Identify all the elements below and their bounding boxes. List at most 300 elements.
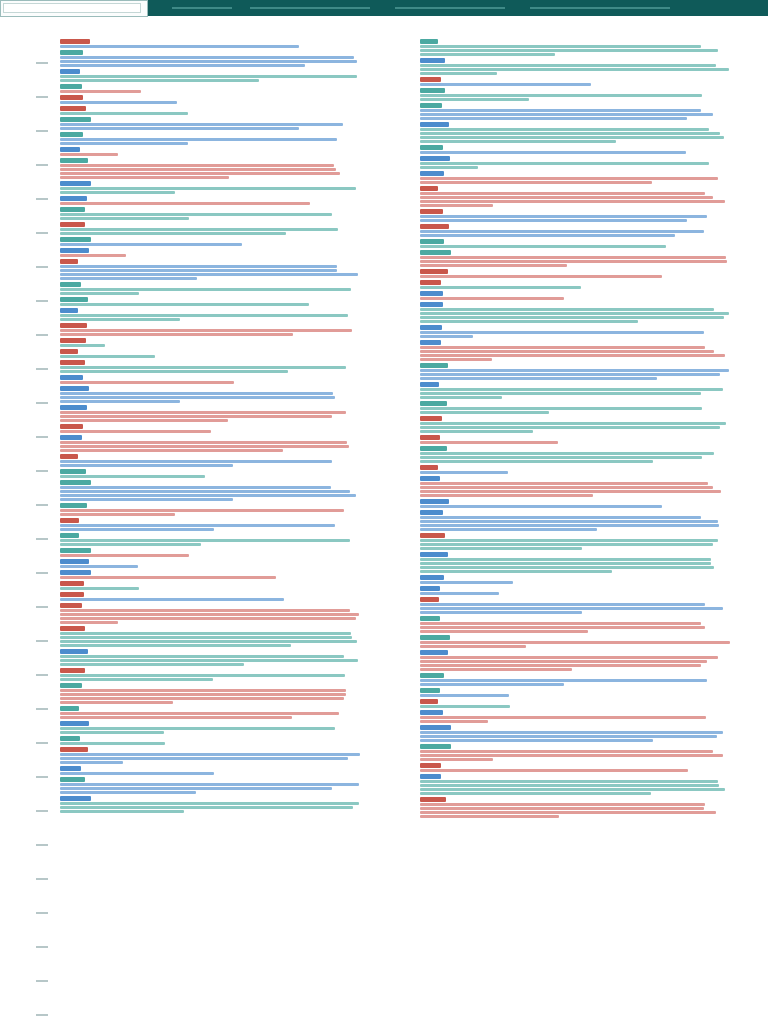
speech-block bbox=[420, 325, 750, 338]
text-line bbox=[420, 68, 729, 71]
text-line bbox=[60, 254, 126, 257]
text-line bbox=[420, 117, 687, 120]
text-line bbox=[420, 83, 591, 86]
speech-block bbox=[420, 224, 750, 237]
text-line bbox=[60, 202, 310, 205]
line-number-mark bbox=[36, 640, 48, 642]
speaker-label bbox=[60, 196, 87, 201]
speaker-label bbox=[420, 280, 441, 285]
text-line bbox=[60, 543, 201, 546]
text-line bbox=[420, 754, 723, 757]
text-line bbox=[420, 177, 718, 180]
speaker-label bbox=[60, 796, 91, 801]
text-line bbox=[60, 513, 175, 516]
speaker-label bbox=[420, 673, 444, 678]
speech-block bbox=[60, 721, 390, 734]
text-line bbox=[420, 581, 513, 584]
text-line bbox=[60, 460, 332, 463]
speaker-label bbox=[60, 683, 82, 688]
speech-block bbox=[60, 237, 390, 246]
text-line bbox=[60, 565, 138, 568]
text-line bbox=[60, 138, 337, 141]
text-line bbox=[60, 701, 173, 704]
text-line bbox=[60, 142, 188, 145]
speaker-label bbox=[60, 50, 83, 55]
text-line bbox=[60, 772, 214, 775]
line-number-mark bbox=[36, 198, 48, 200]
line-number-mark bbox=[36, 402, 48, 404]
speech-block bbox=[420, 552, 750, 573]
speech-block bbox=[60, 706, 390, 719]
text-line bbox=[420, 350, 714, 353]
text-line bbox=[420, 641, 730, 644]
text-line bbox=[420, 354, 725, 357]
speaker-label bbox=[420, 77, 441, 82]
text-line bbox=[420, 758, 493, 761]
speaker-label bbox=[420, 616, 440, 621]
speaker-label bbox=[420, 688, 440, 693]
text-line bbox=[60, 802, 359, 805]
speaker-label bbox=[60, 95, 83, 100]
speaker-label bbox=[420, 224, 449, 229]
speaker-label bbox=[60, 424, 83, 429]
speech-block bbox=[60, 480, 390, 501]
speech-block bbox=[420, 291, 750, 300]
text-line bbox=[60, 187, 356, 190]
speaker-label bbox=[60, 649, 88, 654]
speech-block bbox=[60, 181, 390, 194]
speech-block bbox=[60, 375, 390, 384]
text-line bbox=[420, 630, 588, 633]
text-line bbox=[60, 632, 351, 635]
speech-block bbox=[60, 349, 390, 358]
translation-column bbox=[420, 38, 750, 1024]
text-line bbox=[60, 441, 347, 444]
text-line bbox=[420, 45, 701, 48]
text-line bbox=[420, 456, 702, 459]
text-line bbox=[60, 464, 233, 467]
speaker-label bbox=[60, 592, 84, 597]
text-line bbox=[420, 377, 657, 380]
speech-block bbox=[60, 570, 390, 579]
text-line bbox=[420, 558, 711, 561]
speech-block bbox=[420, 39, 750, 56]
speech-block bbox=[420, 673, 750, 686]
text-line bbox=[60, 490, 350, 493]
search-input[interactable] bbox=[3, 3, 141, 13]
speech-block bbox=[420, 250, 750, 267]
speaker-label bbox=[60, 158, 88, 163]
speaker-label bbox=[60, 248, 89, 253]
text-line bbox=[60, 56, 354, 59]
speech-block bbox=[420, 510, 750, 531]
text-line bbox=[60, 613, 359, 616]
text-line bbox=[420, 656, 718, 659]
text-line bbox=[60, 689, 346, 692]
speech-block bbox=[60, 158, 390, 179]
text-line bbox=[420, 72, 497, 75]
line-number-mark bbox=[36, 62, 48, 64]
speech-block bbox=[420, 650, 750, 671]
speaker-label bbox=[420, 744, 451, 749]
text-line bbox=[60, 693, 346, 696]
text-line bbox=[60, 400, 180, 403]
text-line bbox=[420, 720, 488, 723]
speech-block bbox=[420, 616, 750, 633]
text-line bbox=[420, 200, 725, 203]
speaker-label bbox=[60, 626, 85, 631]
speech-block bbox=[60, 360, 390, 373]
text-line bbox=[420, 607, 723, 610]
text-line bbox=[60, 598, 284, 601]
line-number-mark bbox=[36, 96, 48, 98]
text-line bbox=[60, 674, 345, 677]
speaker-label bbox=[60, 435, 82, 440]
speaker-label bbox=[420, 239, 444, 244]
text-line bbox=[420, 128, 709, 131]
text-line bbox=[60, 783, 359, 786]
speaker-label bbox=[60, 132, 83, 137]
speech-block bbox=[60, 132, 390, 145]
speaker-label bbox=[420, 597, 439, 602]
speaker-label bbox=[420, 774, 441, 779]
speech-block bbox=[60, 323, 390, 336]
speech-block bbox=[60, 668, 390, 681]
text-line bbox=[60, 587, 139, 590]
text-line bbox=[60, 494, 356, 497]
speech-block bbox=[420, 476, 750, 497]
speaker-label bbox=[420, 635, 450, 640]
speaker-label bbox=[60, 117, 91, 122]
text-line bbox=[60, 791, 196, 794]
speaker-label bbox=[60, 181, 91, 186]
line-number-mark bbox=[36, 606, 48, 608]
text-line bbox=[60, 172, 340, 175]
text-line bbox=[420, 196, 713, 199]
text-line bbox=[60, 609, 350, 612]
text-line bbox=[60, 396, 335, 399]
speech-block bbox=[60, 424, 390, 433]
text-line bbox=[420, 694, 509, 697]
speaker-label bbox=[60, 777, 85, 782]
speech-block bbox=[420, 744, 750, 761]
line-number-mark bbox=[36, 708, 48, 710]
text-line bbox=[60, 810, 184, 813]
text-line bbox=[420, 543, 713, 546]
speech-block bbox=[60, 747, 390, 764]
text-line bbox=[60, 101, 177, 104]
speaker-label bbox=[60, 386, 89, 391]
speech-block bbox=[60, 39, 390, 48]
text-line bbox=[420, 219, 687, 222]
speaker-label bbox=[60, 323, 87, 328]
speech-block bbox=[60, 592, 390, 601]
text-line bbox=[60, 761, 123, 764]
text-line bbox=[420, 331, 704, 334]
speech-block bbox=[420, 156, 750, 169]
right-column-header bbox=[420, 30, 540, 38]
speech-block bbox=[60, 386, 390, 403]
text-line bbox=[420, 784, 719, 787]
text-line bbox=[420, 411, 549, 414]
text-line bbox=[60, 655, 344, 658]
speech-block bbox=[60, 222, 390, 235]
speech-block bbox=[420, 77, 750, 86]
line-number-mark bbox=[36, 878, 48, 880]
speech-block bbox=[60, 95, 390, 104]
text-line bbox=[420, 396, 502, 399]
text-line bbox=[60, 381, 234, 384]
speaker-label bbox=[420, 122, 449, 127]
speech-block bbox=[60, 84, 390, 93]
text-line bbox=[420, 547, 582, 550]
speaker-label bbox=[420, 499, 449, 504]
speaker-label bbox=[420, 575, 444, 580]
line-number-mark bbox=[36, 266, 48, 268]
text-line bbox=[60, 45, 299, 48]
text-line bbox=[420, 192, 705, 195]
speaker-label bbox=[60, 706, 79, 711]
speech-block bbox=[420, 725, 750, 742]
text-line bbox=[420, 316, 724, 319]
speaker-label bbox=[420, 533, 445, 538]
speaker-label bbox=[60, 766, 81, 771]
speech-block bbox=[420, 763, 750, 772]
line-number-mark bbox=[36, 980, 48, 982]
speaker-label bbox=[60, 39, 90, 44]
speaker-label bbox=[420, 552, 448, 557]
text-line bbox=[60, 269, 337, 272]
text-line bbox=[60, 344, 105, 347]
speaker-label bbox=[420, 510, 443, 515]
text-line bbox=[60, 123, 343, 126]
speaker-label bbox=[420, 171, 444, 176]
text-line bbox=[420, 516, 701, 519]
speaker-label bbox=[60, 297, 88, 302]
speaker-label bbox=[60, 518, 79, 523]
text-line bbox=[60, 168, 336, 171]
speech-block bbox=[60, 796, 390, 813]
text-line bbox=[420, 807, 704, 810]
text-line bbox=[60, 164, 334, 167]
line-number-mark bbox=[36, 844, 48, 846]
text-line bbox=[420, 369, 729, 372]
speech-block bbox=[420, 774, 750, 795]
text-line bbox=[60, 213, 332, 216]
speech-block bbox=[60, 259, 390, 280]
text-line bbox=[420, 611, 582, 614]
speaker-label bbox=[420, 382, 439, 387]
speech-block bbox=[420, 302, 750, 323]
line-number-mark bbox=[36, 946, 48, 948]
top-bar-text-blur bbox=[530, 7, 670, 9]
text-line bbox=[420, 792, 651, 795]
line-number-mark bbox=[36, 368, 48, 370]
text-line bbox=[60, 445, 349, 448]
speaker-label bbox=[60, 338, 86, 343]
speech-block bbox=[60, 405, 390, 422]
speaker-label bbox=[420, 269, 448, 274]
text-line bbox=[60, 621, 118, 624]
text-line bbox=[420, 505, 662, 508]
text-line bbox=[60, 486, 331, 489]
speaker-label bbox=[420, 465, 438, 470]
speech-block bbox=[420, 499, 750, 508]
speech-block bbox=[60, 297, 390, 306]
text-line bbox=[420, 422, 726, 425]
text-line bbox=[420, 346, 705, 349]
speech-block bbox=[420, 340, 750, 361]
speaker-label bbox=[420, 103, 442, 108]
text-line bbox=[420, 452, 714, 455]
text-line bbox=[60, 712, 339, 715]
text-line bbox=[420, 286, 581, 289]
text-line bbox=[420, 803, 705, 806]
text-line bbox=[420, 566, 714, 569]
text-line bbox=[420, 64, 716, 67]
text-line bbox=[420, 136, 724, 139]
text-line bbox=[60, 757, 348, 760]
speaker-label bbox=[60, 147, 80, 152]
speech-block bbox=[420, 58, 750, 75]
text-line bbox=[420, 162, 709, 165]
text-line bbox=[420, 320, 638, 323]
speech-block bbox=[60, 581, 390, 590]
text-line bbox=[60, 265, 337, 268]
text-line bbox=[60, 411, 346, 414]
text-line bbox=[420, 260, 727, 263]
text-line bbox=[60, 697, 344, 700]
text-line bbox=[420, 494, 593, 497]
line-number-mark bbox=[36, 164, 48, 166]
speaker-label bbox=[60, 668, 85, 673]
top-bar-text-blur bbox=[172, 7, 232, 9]
speaker-label bbox=[420, 88, 445, 93]
text-line bbox=[60, 617, 356, 620]
speaker-label bbox=[420, 763, 441, 768]
line-number-mark bbox=[36, 742, 48, 744]
text-line bbox=[420, 739, 653, 742]
speech-block bbox=[60, 559, 390, 568]
text-line bbox=[60, 636, 352, 639]
text-line bbox=[420, 705, 510, 708]
text-line bbox=[60, 333, 293, 336]
speech-block bbox=[420, 363, 750, 380]
speaker-label bbox=[60, 469, 86, 474]
text-line bbox=[420, 98, 529, 101]
speech-block bbox=[60, 207, 390, 220]
text-line bbox=[420, 750, 713, 753]
text-line bbox=[420, 407, 702, 410]
line-number-mark bbox=[36, 912, 48, 914]
text-line bbox=[420, 297, 564, 300]
text-line bbox=[60, 498, 233, 501]
speech-block bbox=[420, 446, 750, 463]
speech-block bbox=[420, 575, 750, 584]
text-line bbox=[420, 683, 564, 686]
speaker-label bbox=[60, 548, 91, 553]
speech-block bbox=[420, 688, 750, 697]
line-number-mark bbox=[36, 776, 48, 778]
text-line bbox=[60, 90, 141, 93]
speaker-label bbox=[420, 650, 448, 655]
speaker-label bbox=[420, 145, 443, 150]
speaker-label bbox=[60, 106, 86, 111]
text-line bbox=[60, 153, 118, 156]
speaker-label bbox=[420, 416, 442, 421]
text-line bbox=[420, 388, 723, 391]
text-line bbox=[420, 256, 726, 259]
speech-block bbox=[420, 699, 750, 708]
text-line bbox=[60, 127, 299, 130]
speaker-label bbox=[420, 797, 446, 802]
text-line bbox=[420, 528, 597, 531]
document-heading bbox=[300, 17, 468, 29]
speech-block bbox=[420, 171, 750, 184]
text-line bbox=[420, 539, 718, 542]
text-line bbox=[60, 217, 189, 220]
text-line bbox=[420, 603, 705, 606]
text-line bbox=[60, 806, 353, 809]
speaker-label bbox=[60, 570, 91, 575]
text-line bbox=[60, 640, 357, 643]
speaker-label bbox=[60, 84, 82, 89]
text-line bbox=[60, 232, 286, 235]
text-line bbox=[420, 731, 723, 734]
text-line bbox=[420, 234, 675, 237]
text-line bbox=[60, 727, 335, 730]
speech-block bbox=[60, 736, 390, 745]
text-line bbox=[420, 181, 652, 184]
text-line bbox=[60, 191, 175, 194]
speaker-label bbox=[60, 222, 85, 227]
speaker-label bbox=[60, 259, 78, 264]
left-column-header bbox=[60, 30, 180, 38]
speaker-label bbox=[420, 340, 441, 345]
speaker-label bbox=[420, 291, 443, 296]
text-line bbox=[60, 303, 309, 306]
text-line bbox=[420, 645, 526, 648]
speaker-label bbox=[420, 710, 443, 715]
text-line bbox=[60, 663, 244, 666]
text-line bbox=[60, 314, 348, 317]
speech-block bbox=[60, 69, 390, 82]
text-line bbox=[420, 716, 706, 719]
text-line bbox=[60, 475, 205, 478]
speech-block bbox=[420, 416, 750, 433]
speaker-label bbox=[420, 250, 451, 255]
speaker-label bbox=[420, 325, 442, 330]
speech-block bbox=[420, 209, 750, 222]
speaker-label bbox=[60, 360, 85, 365]
text-line bbox=[420, 113, 713, 116]
text-line bbox=[60, 273, 358, 276]
speech-block bbox=[420, 797, 750, 818]
speech-block bbox=[60, 533, 390, 546]
text-line bbox=[420, 109, 701, 112]
speech-block bbox=[60, 435, 390, 452]
text-line bbox=[420, 392, 701, 395]
text-line bbox=[60, 366, 346, 369]
line-number-mark bbox=[36, 232, 48, 234]
speaker-label bbox=[60, 747, 88, 752]
speaker-label bbox=[420, 586, 440, 591]
text-line bbox=[60, 731, 164, 734]
text-line bbox=[60, 576, 276, 579]
speech-block bbox=[60, 503, 390, 516]
text-line bbox=[60, 539, 350, 542]
text-line bbox=[420, 482, 708, 485]
